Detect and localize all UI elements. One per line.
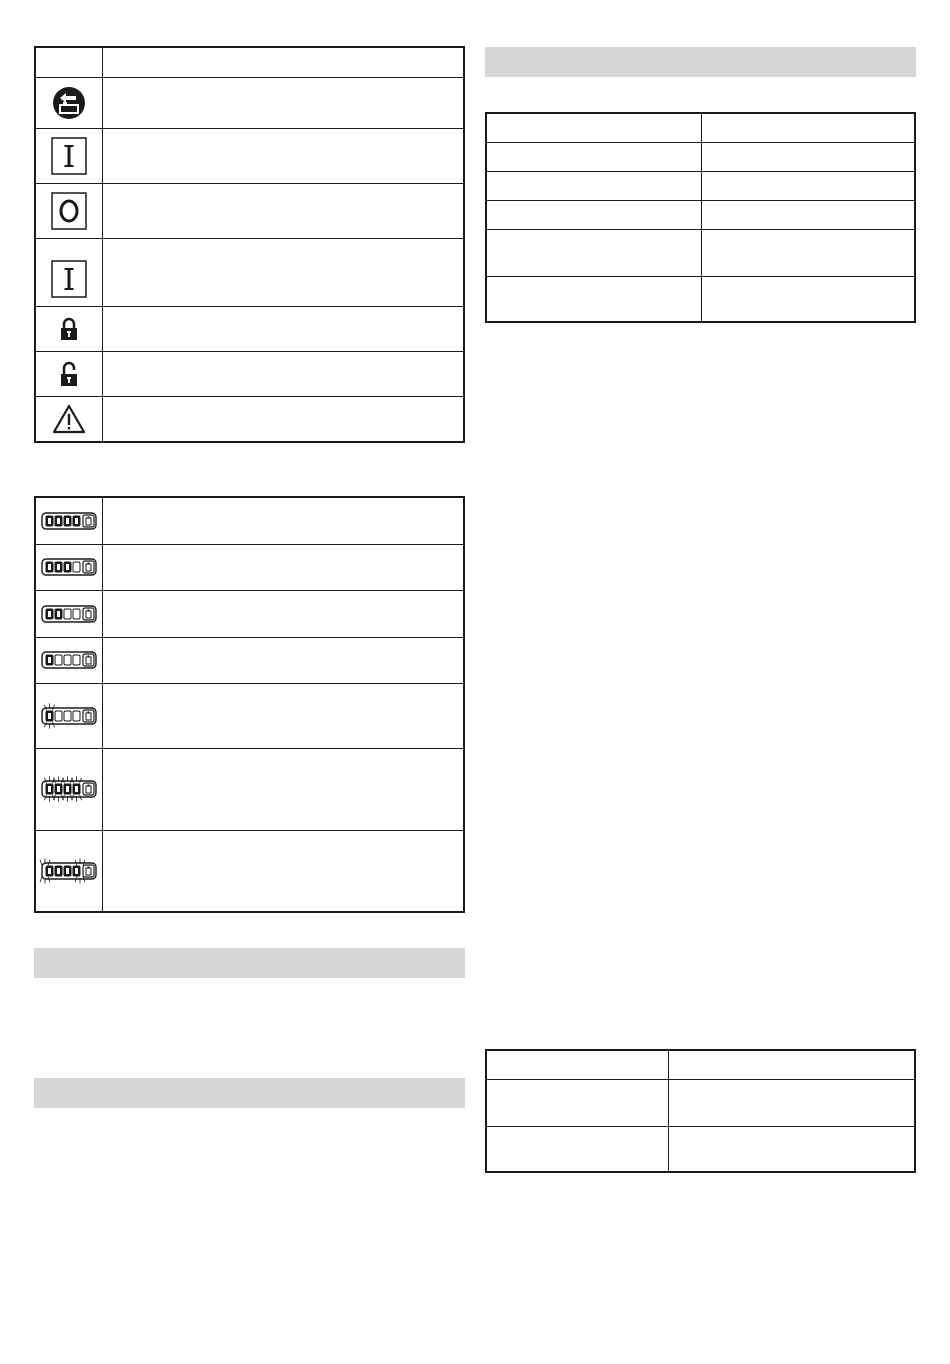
table-cell bbox=[701, 113, 915, 142]
symbol-row bbox=[35, 183, 464, 238]
symbol-description bbox=[102, 238, 464, 306]
table-row bbox=[486, 142, 915, 171]
table-row bbox=[486, 200, 915, 229]
table-row bbox=[486, 171, 915, 200]
battery-row bbox=[35, 748, 464, 830]
lock-open-icon bbox=[59, 361, 79, 387]
battery-4-bars-icon bbox=[39, 501, 99, 541]
table-cell bbox=[486, 1079, 668, 1126]
symbol-row bbox=[35, 396, 464, 442]
symbol-row bbox=[35, 77, 464, 128]
battery-outer-bars-blinking-icon bbox=[39, 851, 99, 891]
battery-row bbox=[35, 830, 464, 912]
table-cell bbox=[701, 229, 915, 276]
battery-description bbox=[102, 497, 464, 544]
disconnect-battery-icon bbox=[52, 86, 86, 120]
battery-description bbox=[102, 830, 464, 912]
table-row bbox=[486, 1079, 915, 1126]
table-row bbox=[486, 113, 915, 142]
off-switch-icon bbox=[51, 192, 87, 230]
symbol-row bbox=[35, 306, 464, 351]
specification-table bbox=[485, 112, 916, 323]
battery-description bbox=[102, 544, 464, 590]
battery-row bbox=[35, 683, 464, 748]
table-cell bbox=[668, 1079, 915, 1126]
symbol-description bbox=[102, 306, 464, 351]
table-cell bbox=[668, 1126, 915, 1172]
section-header-band bbox=[485, 47, 916, 77]
symbol-description bbox=[102, 396, 464, 442]
table-cell bbox=[668, 1050, 915, 1079]
table-cell bbox=[486, 171, 701, 200]
on-switch-icon bbox=[51, 137, 87, 175]
symbol-table-header-row bbox=[35, 47, 464, 77]
table-row bbox=[486, 276, 915, 322]
symbol-description bbox=[102, 351, 464, 396]
battery-description bbox=[102, 637, 464, 683]
lock-closed-icon bbox=[59, 317, 79, 341]
battery-description bbox=[102, 590, 464, 637]
table-row bbox=[486, 229, 915, 276]
battery-3-bars-icon bbox=[39, 547, 99, 587]
battery-all-bars-blinking-icon bbox=[39, 769, 99, 809]
battery-row bbox=[35, 590, 464, 637]
table-cell bbox=[701, 142, 915, 171]
table-cell bbox=[701, 171, 915, 200]
bottom-table bbox=[485, 1049, 916, 1173]
battery-row bbox=[35, 544, 464, 590]
table-cell bbox=[486, 229, 701, 276]
symbol-row bbox=[35, 351, 464, 396]
table-cell bbox=[486, 142, 701, 171]
symbol-row bbox=[35, 128, 464, 183]
warning-triangle-icon bbox=[52, 404, 86, 434]
battery-description bbox=[102, 683, 464, 748]
battery-2-bars-icon bbox=[39, 594, 99, 634]
table-cell bbox=[486, 276, 701, 322]
symbol-description bbox=[102, 128, 464, 183]
battery-row bbox=[35, 637, 464, 683]
battery-row bbox=[35, 497, 464, 544]
symbol-description bbox=[102, 77, 464, 128]
table-cell bbox=[701, 276, 915, 322]
battery-description bbox=[102, 748, 464, 830]
table-cell bbox=[701, 200, 915, 229]
symbol-description bbox=[102, 183, 464, 238]
table-row bbox=[486, 1126, 915, 1172]
symbol-table bbox=[34, 46, 465, 443]
table-row bbox=[486, 1050, 915, 1079]
table-cell bbox=[486, 200, 701, 229]
on-switch-icon bbox=[51, 260, 87, 298]
table-cell bbox=[486, 1050, 668, 1079]
section-header-band bbox=[34, 948, 465, 978]
battery-1-bar-blinking-icon bbox=[39, 696, 99, 736]
battery-indicator-table bbox=[34, 496, 465, 913]
section-header-band bbox=[34, 1078, 465, 1108]
table-cell bbox=[486, 113, 701, 142]
battery-1-bar-icon bbox=[39, 640, 99, 680]
table-cell bbox=[486, 1126, 668, 1172]
symbol-row bbox=[35, 238, 464, 306]
